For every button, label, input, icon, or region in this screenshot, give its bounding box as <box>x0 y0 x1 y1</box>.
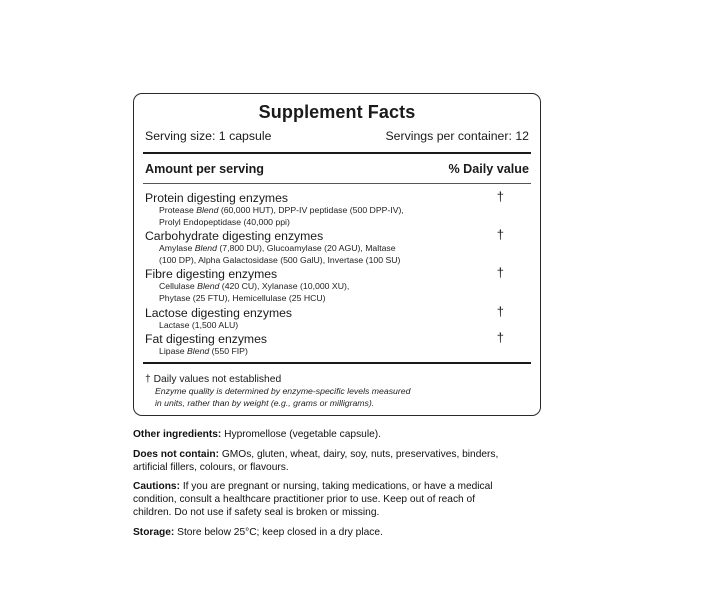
storage-text: Store below 25°C; keep closed in a dry place. <box>174 527 383 538</box>
footnote-detail: in units, rather than by weight (e.g., grams or milligrams). <box>155 397 375 408</box>
other-ingredients <box>133 428 545 441</box>
group-name: Protein digesting enzymes <box>145 191 288 205</box>
daily-value-dagger: † <box>496 304 504 319</box>
storage-label: Storage: <box>133 527 175 538</box>
storage <box>133 526 545 539</box>
servings-per-container: Servings per container: 12 <box>385 129 529 143</box>
nutrient-group <box>145 332 529 358</box>
cautions: Cautions: If you are pregnant or nursing, taking medications, or have a medical condition, consult a healthcare practitioner prior to use. Keep out of reach of children. Do not use if safety seal is broken or missing. <box>133 481 493 518</box>
group-detail: (100 DP), Alpha Galactosidase (500 GalU), Invertase (100 SU) <box>159 254 401 265</box>
amount-header-row <box>145 162 529 176</box>
other-ingredients-text: Hypromellose (vegetable capsule). <box>221 429 381 440</box>
footnote-detail: Enzyme quality is determined by enzyme-specific levels measured <box>155 386 411 396</box>
nutrient-group <box>145 229 529 266</box>
nutrient-group <box>145 267 529 304</box>
amount-header: Amount per serving <box>145 162 264 176</box>
footnote <box>145 373 410 409</box>
daily-value-dagger: † <box>496 265 504 280</box>
daily-value-dagger: † <box>496 227 504 242</box>
group-detail: Amylase Blend (7,800 DU), Glucoamylase (20 AGU), Maltase <box>159 243 396 253</box>
other-ingredients-label: Other ingredients: <box>133 429 222 440</box>
does-not-contain: Does not contain: GMOs, gluten, wheat, dairy, soy, nuts, preservatives, binders, artificial fillers, colours, or flavours. <box>133 449 499 473</box>
supplement-facts-panel <box>133 93 541 416</box>
footnote-head: † Daily values not established <box>145 374 282 385</box>
daily-value-dagger: † <box>496 189 504 204</box>
divider-thick-top <box>143 152 531 154</box>
daily-value-header: % Daily value <box>448 162 529 176</box>
group-name: Carbohydrate digesting enzymes <box>145 229 324 243</box>
nutrient-group <box>145 306 529 332</box>
group-detail: Protease Blend (60,000 HUT), DPP-IV peptidase (500 DPP-IV), <box>159 205 404 215</box>
group-detail: Lactase (1,500 ALU) <box>159 320 239 330</box>
group-name: Fat digesting enzymes <box>145 332 267 346</box>
divider-thick-bottom <box>143 362 531 364</box>
nutrient-group <box>145 191 529 228</box>
panel-title: Supplement Facts <box>258 102 416 122</box>
cautions-label: Cautions: <box>133 481 180 492</box>
group-detail: Cellulase Blend (420 CU), Xylanase (10,000 XU), <box>159 281 350 291</box>
group-detail: Prolyl Endopeptidase (40,000 ppi) <box>159 216 290 227</box>
divider-thin <box>143 183 531 184</box>
does-not-contain-label: Does not contain: <box>133 449 220 460</box>
serving-row <box>145 129 529 143</box>
group-detail: Phytase (25 FTU), Hemicellulase (25 HCU) <box>159 292 326 303</box>
daily-value-dagger: † <box>496 330 504 345</box>
serving-size: Serving size: 1 capsule <box>145 129 272 143</box>
group-name: Fibre digesting enzymes <box>145 267 278 281</box>
group-name: Lactose digesting enzymes <box>145 306 293 320</box>
group-detail: Lipase Blend (550 FIP) <box>159 346 248 356</box>
